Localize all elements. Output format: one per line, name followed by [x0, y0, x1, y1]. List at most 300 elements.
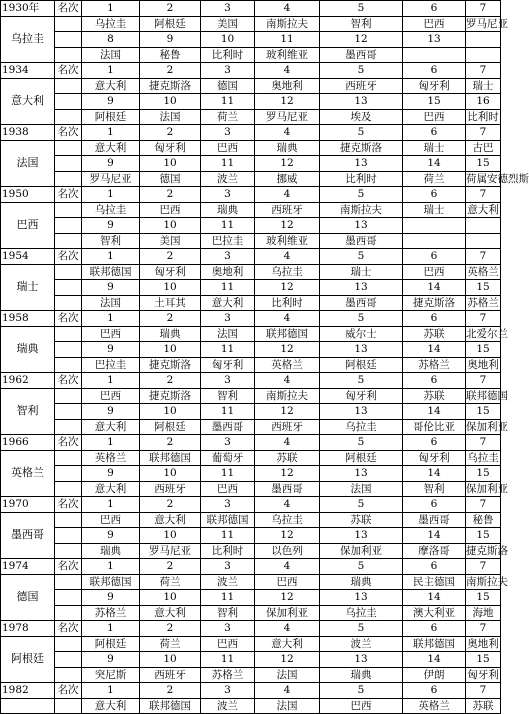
rank-number: 5	[320, 373, 403, 389]
rank-number: 15	[403, 94, 466, 110]
rank-number: 9	[82, 404, 140, 420]
rank-number: 10	[140, 590, 201, 606]
team-row	[1, 574, 501, 590]
empty-cell	[55, 450, 82, 466]
team-name: 荷兰	[403, 171, 466, 187]
team-name: 美国	[140, 233, 201, 249]
team-name: 突尼斯	[82, 667, 140, 683]
team-name: 瑞典	[255, 140, 320, 156]
empty-cell	[55, 574, 82, 590]
team-name: 智利	[201, 388, 255, 404]
rank-number: 15	[466, 528, 501, 544]
team-name: 苏格兰	[82, 605, 140, 621]
team-name: 瑞士	[403, 140, 466, 156]
team-name: 联邦德国	[140, 698, 201, 714]
rank-label: 名次	[55, 435, 82, 451]
rank-number: 13	[320, 528, 403, 544]
team-name: 巴西	[82, 512, 140, 528]
rank-number: 4	[255, 497, 320, 513]
team-row	[1, 202, 501, 218]
team-row	[1, 357, 501, 373]
rank-number: 4	[255, 435, 320, 451]
empty-cell	[55, 667, 82, 683]
team-row	[1, 233, 501, 249]
rank-number-row	[1, 280, 501, 296]
host-country: 墨西哥	[1, 512, 55, 559]
rank-number: 15	[466, 590, 501, 606]
team-name: 南斯拉夫	[255, 388, 320, 404]
empty-cell	[55, 156, 82, 172]
team-name: 法国	[255, 667, 320, 683]
rank-number: 14	[403, 342, 466, 358]
team-name: 苏联	[466, 698, 501, 714]
team-name: 法国	[201, 326, 255, 342]
edition-year: 1930年	[1, 1, 55, 17]
team-name: 苏联	[320, 512, 403, 528]
rank-label: 名次	[55, 621, 82, 637]
rank-number: 6	[403, 125, 466, 141]
edition-year: 1954	[1, 249, 55, 265]
team-row	[1, 512, 501, 528]
rank-number: 2	[140, 1, 201, 17]
team-name: 阿根廷	[82, 109, 140, 125]
rank-number: 7	[466, 497, 501, 513]
team-name: 匈牙利	[320, 388, 403, 404]
empty-cell	[55, 636, 82, 652]
empty-cell	[55, 140, 82, 156]
rank-number: 11	[201, 466, 255, 482]
rank-number: 3	[201, 497, 255, 513]
empty-cell	[55, 171, 82, 187]
team-name: 巴拉圭	[201, 233, 255, 249]
team-name: 捷克斯洛	[140, 357, 201, 373]
rank-number: 13	[320, 156, 403, 172]
rank-number: 13	[320, 280, 403, 296]
team-row	[1, 481, 501, 497]
rank-number: 2	[140, 373, 201, 389]
rank-number: 5	[320, 683, 403, 699]
empty-cell	[55, 16, 82, 32]
rank-number: 13	[320, 94, 403, 110]
team-name: 罗马尼亚	[255, 109, 320, 125]
rank-number-row	[1, 404, 501, 420]
team-name: 法国	[82, 295, 140, 311]
rank-number: 5	[320, 1, 403, 17]
team-name: 挪威	[255, 171, 320, 187]
empty-cell	[55, 357, 82, 373]
year-row	[1, 683, 501, 699]
rank-label: 名次	[55, 1, 82, 17]
rank-number: 4	[255, 63, 320, 79]
host-country: 阿根廷	[1, 636, 55, 683]
team-name: 意大利	[255, 636, 320, 652]
team-name: 智利	[320, 16, 403, 32]
rank-label: 名次	[55, 125, 82, 141]
rank-number: 9	[82, 528, 140, 544]
empty-cell	[55, 698, 82, 714]
team-name: 威尔士	[320, 326, 403, 342]
rank-number: 12	[255, 156, 320, 172]
rank-number: 4	[255, 621, 320, 637]
rank-number: 12	[255, 528, 320, 544]
team-name	[466, 233, 501, 249]
team-name: 巴西	[403, 16, 466, 32]
rank-number: 2	[140, 621, 201, 637]
team-name: 法国	[320, 481, 403, 497]
rank-number: 2	[140, 249, 201, 265]
host-country: 意大利	[1, 78, 55, 125]
rank-number: 14	[403, 528, 466, 544]
year-row	[1, 373, 501, 389]
team-row	[1, 140, 501, 156]
team-name: 哥伦比亚	[403, 419, 466, 435]
edition-year: 1934	[1, 63, 55, 79]
rank-number: 10	[140, 652, 201, 668]
rank-number: 7	[466, 435, 501, 451]
team-name: 以色列	[255, 543, 320, 559]
rank-number: 3	[201, 1, 255, 17]
rank-number: 7	[466, 249, 501, 265]
team-name: 奥地利	[467, 358, 499, 371]
edition-year: 1974	[1, 559, 55, 575]
team-row	[1, 295, 501, 311]
team-name: 巴西	[82, 388, 140, 404]
team-name	[403, 233, 466, 249]
team-name: 联邦德国	[403, 636, 466, 652]
rank-number: 16	[466, 94, 501, 110]
team-name: 瑞典	[201, 202, 255, 218]
team-row	[1, 450, 501, 466]
rank-number-row	[1, 590, 501, 606]
rank-number: 15	[466, 342, 501, 358]
rank-number-row	[1, 528, 501, 544]
team-name: 巴西	[82, 326, 140, 342]
rank-number: 2	[140, 683, 201, 699]
team-name: 阿根廷	[82, 636, 140, 652]
rank-number: 1	[82, 249, 140, 265]
rank-number: 14	[403, 466, 466, 482]
team-name: 巴西	[403, 109, 466, 125]
rank-number-row	[1, 32, 501, 48]
team-name: 南斯拉夫	[466, 575, 508, 588]
rank-number: 9	[82, 218, 140, 234]
team-row	[1, 698, 501, 714]
rank-number: 1	[82, 373, 140, 389]
team-name: 联邦德国	[201, 512, 255, 528]
team-name: 古巴	[466, 140, 501, 156]
year-row	[1, 1, 501, 17]
team-name: 瑞士	[466, 78, 501, 94]
rank-number: 2	[140, 311, 201, 327]
empty-cell	[55, 233, 82, 249]
team-name: 苏格兰	[467, 296, 499, 309]
team-name: 匈牙利	[140, 140, 201, 156]
rank-label: 名次	[55, 683, 82, 699]
rank-number: 10	[140, 218, 201, 234]
team-row	[1, 419, 501, 435]
team-name: 乌拉圭	[320, 605, 403, 621]
team-name: 南斯拉夫	[320, 202, 403, 218]
team-name: 波兰	[201, 698, 255, 714]
team-name: 墨西哥	[403, 512, 466, 528]
rank-number: 3	[201, 125, 255, 141]
host-country: 巴西	[1, 202, 55, 249]
empty-cell	[55, 342, 82, 358]
rank-number: 6	[403, 311, 466, 327]
team-name: 捷克斯洛	[466, 544, 508, 557]
rank-number: 9	[82, 652, 140, 668]
team-name: 罗马尼亚	[466, 17, 508, 30]
rank-number: 9	[82, 280, 140, 296]
empty-cell	[55, 388, 82, 404]
rank-number: 14	[403, 652, 466, 668]
rank-number: 7	[466, 125, 501, 141]
rank-number-row	[1, 466, 501, 482]
team-name: 奥地利	[255, 78, 320, 94]
team-name: 比利时	[201, 543, 255, 559]
rank-number: 2	[140, 63, 201, 79]
rank-number: 5	[320, 435, 403, 451]
team-name: 苏格兰	[201, 667, 255, 683]
rank-label: 名次	[55, 497, 82, 513]
rank-number: 10	[140, 342, 201, 358]
rank-number: 2	[140, 559, 201, 575]
rank-number: 15	[466, 652, 501, 668]
team-name: 联邦德国	[82, 574, 140, 590]
rank-number: 5	[320, 621, 403, 637]
rank-number: 12	[320, 32, 403, 48]
rank-number: 4	[255, 125, 320, 141]
team-name: 乌拉圭	[467, 451, 499, 464]
rank-label: 名次	[55, 559, 82, 575]
rank-number: 3	[201, 621, 255, 637]
team-name: 巴西	[320, 698, 403, 714]
rank-number: 15	[466, 280, 501, 296]
team-name: 捷克斯洛	[403, 295, 466, 311]
team-name: 比利时	[467, 110, 499, 123]
team-name: 海地	[466, 605, 501, 621]
team-name: 英格兰	[255, 357, 320, 373]
rank-number: 9	[82, 466, 140, 482]
team-name: 保加利亚	[255, 605, 320, 621]
rank-number: 9	[82, 342, 140, 358]
rank-number: 6	[403, 559, 466, 575]
rank-number: 5	[320, 125, 403, 141]
team-name: 意大利	[140, 512, 201, 528]
rank-number: 4	[255, 1, 320, 17]
team-name: 苏格兰	[403, 357, 466, 373]
rank-number: 12	[255, 218, 320, 234]
empty-cell	[55, 47, 82, 63]
rank-number: 14	[403, 280, 466, 296]
team-name: 阿根廷	[320, 450, 403, 466]
team-name: 意大利	[467, 203, 499, 216]
empty-cell	[55, 528, 82, 544]
team-name: 葡萄牙	[201, 450, 255, 466]
rank-number: 13	[320, 590, 403, 606]
empty-cell	[55, 419, 82, 435]
host-country	[1, 698, 55, 714]
team-name: 荷兰	[201, 109, 255, 125]
host-country: 英格兰	[1, 450, 55, 497]
empty-cell	[55, 78, 82, 94]
team-name: 阿根廷	[320, 357, 403, 373]
rank-number: 10	[140, 280, 201, 296]
year-row	[1, 311, 501, 327]
team-name: 匈牙利	[201, 357, 255, 373]
team-name: 土耳其	[140, 295, 201, 311]
rank-number: 10	[201, 32, 255, 48]
team-row	[1, 543, 501, 559]
team-name: 比利时	[255, 295, 320, 311]
host-country: 德国	[1, 574, 55, 621]
team-name: 意大利	[82, 481, 140, 497]
team-name: 匈牙利	[467, 668, 499, 681]
team-name: 罗马尼亚	[82, 171, 140, 187]
rank-number: 10	[140, 466, 201, 482]
empty-cell	[55, 109, 82, 125]
team-name: 民主德国	[403, 574, 466, 590]
rank-number: 1	[82, 621, 140, 637]
rank-number: 6	[403, 1, 466, 17]
team-name: 奥地利	[467, 637, 499, 650]
rank-number: 12	[255, 466, 320, 482]
rank-number: 9	[140, 32, 201, 48]
empty-cell	[55, 543, 82, 559]
team-name: 西班牙	[255, 202, 320, 218]
rank-label: 名次	[55, 63, 82, 79]
rank-number: 1	[82, 435, 140, 451]
rank-number: 1	[82, 311, 140, 327]
rank-number: 14	[403, 404, 466, 420]
edition-year: 1966	[1, 435, 55, 451]
rank-number: 7	[466, 63, 501, 79]
team-name: 意大利	[82, 419, 140, 435]
team-row	[1, 264, 501, 280]
empty-cell	[55, 466, 82, 482]
empty-cell	[55, 404, 82, 420]
team-name: 瑞典	[140, 326, 201, 342]
team-name: 阿根廷	[140, 419, 201, 435]
team-name: 巴西	[140, 202, 201, 218]
rank-number: 10	[140, 94, 201, 110]
team-name: 摩洛哥	[403, 543, 466, 559]
empty-cell	[55, 512, 82, 528]
rank-number: 12	[255, 590, 320, 606]
rank-number: 11	[201, 156, 255, 172]
rank-number: 2	[140, 187, 201, 203]
year-row	[1, 187, 501, 203]
team-row	[1, 78, 501, 94]
rank-number: 12	[255, 280, 320, 296]
rank-number: 7	[466, 373, 501, 389]
team-row	[1, 326, 501, 342]
team-name: 苏联	[403, 388, 466, 404]
edition-year: 1978	[1, 621, 55, 637]
team-name: 法国	[255, 698, 320, 714]
rank-number: 5	[320, 559, 403, 575]
rank-number: 9	[82, 94, 140, 110]
team-row	[1, 636, 501, 652]
rank-number: 12	[255, 342, 320, 358]
team-row	[1, 388, 501, 404]
team-name: 意大利	[140, 605, 201, 621]
team-name: 西班牙	[320, 78, 403, 94]
team-name: 意大利	[82, 140, 140, 156]
rank-number: 13	[320, 404, 403, 420]
empty-cell	[55, 202, 82, 218]
team-name: 匈牙利	[403, 78, 466, 94]
rank-number: 5	[320, 249, 403, 265]
rank-number: 6	[403, 683, 466, 699]
empty-cell	[55, 605, 82, 621]
team-name: 匈牙利	[403, 450, 466, 466]
rank-number: 1	[82, 559, 140, 575]
rank-number: 11	[201, 218, 255, 234]
empty-cell	[55, 280, 82, 296]
edition-year: 1982	[1, 683, 55, 699]
team-name: 荷属安德烈斯	[466, 172, 529, 185]
rank-number: 4	[255, 683, 320, 699]
rank-number: 3	[201, 63, 255, 79]
rank-number: 14	[403, 156, 466, 172]
team-name: 墨西哥	[320, 295, 403, 311]
empty-cell	[55, 295, 82, 311]
rank-number-row	[1, 342, 501, 358]
rank-number: 9	[82, 590, 140, 606]
team-name: 乌拉圭	[320, 419, 403, 435]
rank-number: 11	[201, 280, 255, 296]
rank-number: 1	[82, 187, 140, 203]
team-row	[1, 667, 501, 683]
team-name: 智利	[201, 605, 255, 621]
rank-label: 名次	[55, 373, 82, 389]
rank-number: 3	[201, 187, 255, 203]
rank-number: 4	[255, 187, 320, 203]
empty-cell	[55, 94, 82, 110]
edition-year: 1950	[1, 187, 55, 203]
rank-number: 7	[466, 559, 501, 575]
rank-number: 15	[466, 404, 501, 420]
rank-number-row	[1, 156, 501, 172]
team-row	[1, 605, 501, 621]
rank-number: 2	[140, 125, 201, 141]
rank-number	[466, 218, 501, 234]
edition-year: 1958	[1, 311, 55, 327]
rank-number: 7	[466, 311, 501, 327]
rank-number-row	[1, 652, 501, 668]
team-name: 乌拉圭	[255, 512, 320, 528]
host-country: 瑞士	[1, 264, 55, 311]
rank-number: 11	[201, 404, 255, 420]
team-name: 苏联	[403, 326, 466, 342]
team-name: 联邦德国	[140, 450, 201, 466]
rank-number: 4	[255, 249, 320, 265]
team-name	[403, 47, 466, 63]
rank-number: 6	[403, 63, 466, 79]
team-name: 乌拉圭	[82, 202, 140, 218]
team-name: 英格兰	[467, 265, 499, 278]
team-row	[1, 47, 501, 63]
team-name: 西班牙	[140, 481, 201, 497]
empty-cell	[55, 481, 82, 497]
team-name: 德国	[140, 171, 201, 187]
team-name: 英格兰	[403, 698, 466, 714]
rank-number: 3	[201, 249, 255, 265]
team-name: 瑞典	[82, 543, 140, 559]
rank-number: 6	[403, 187, 466, 203]
team-name: 乌拉圭	[255, 264, 320, 280]
